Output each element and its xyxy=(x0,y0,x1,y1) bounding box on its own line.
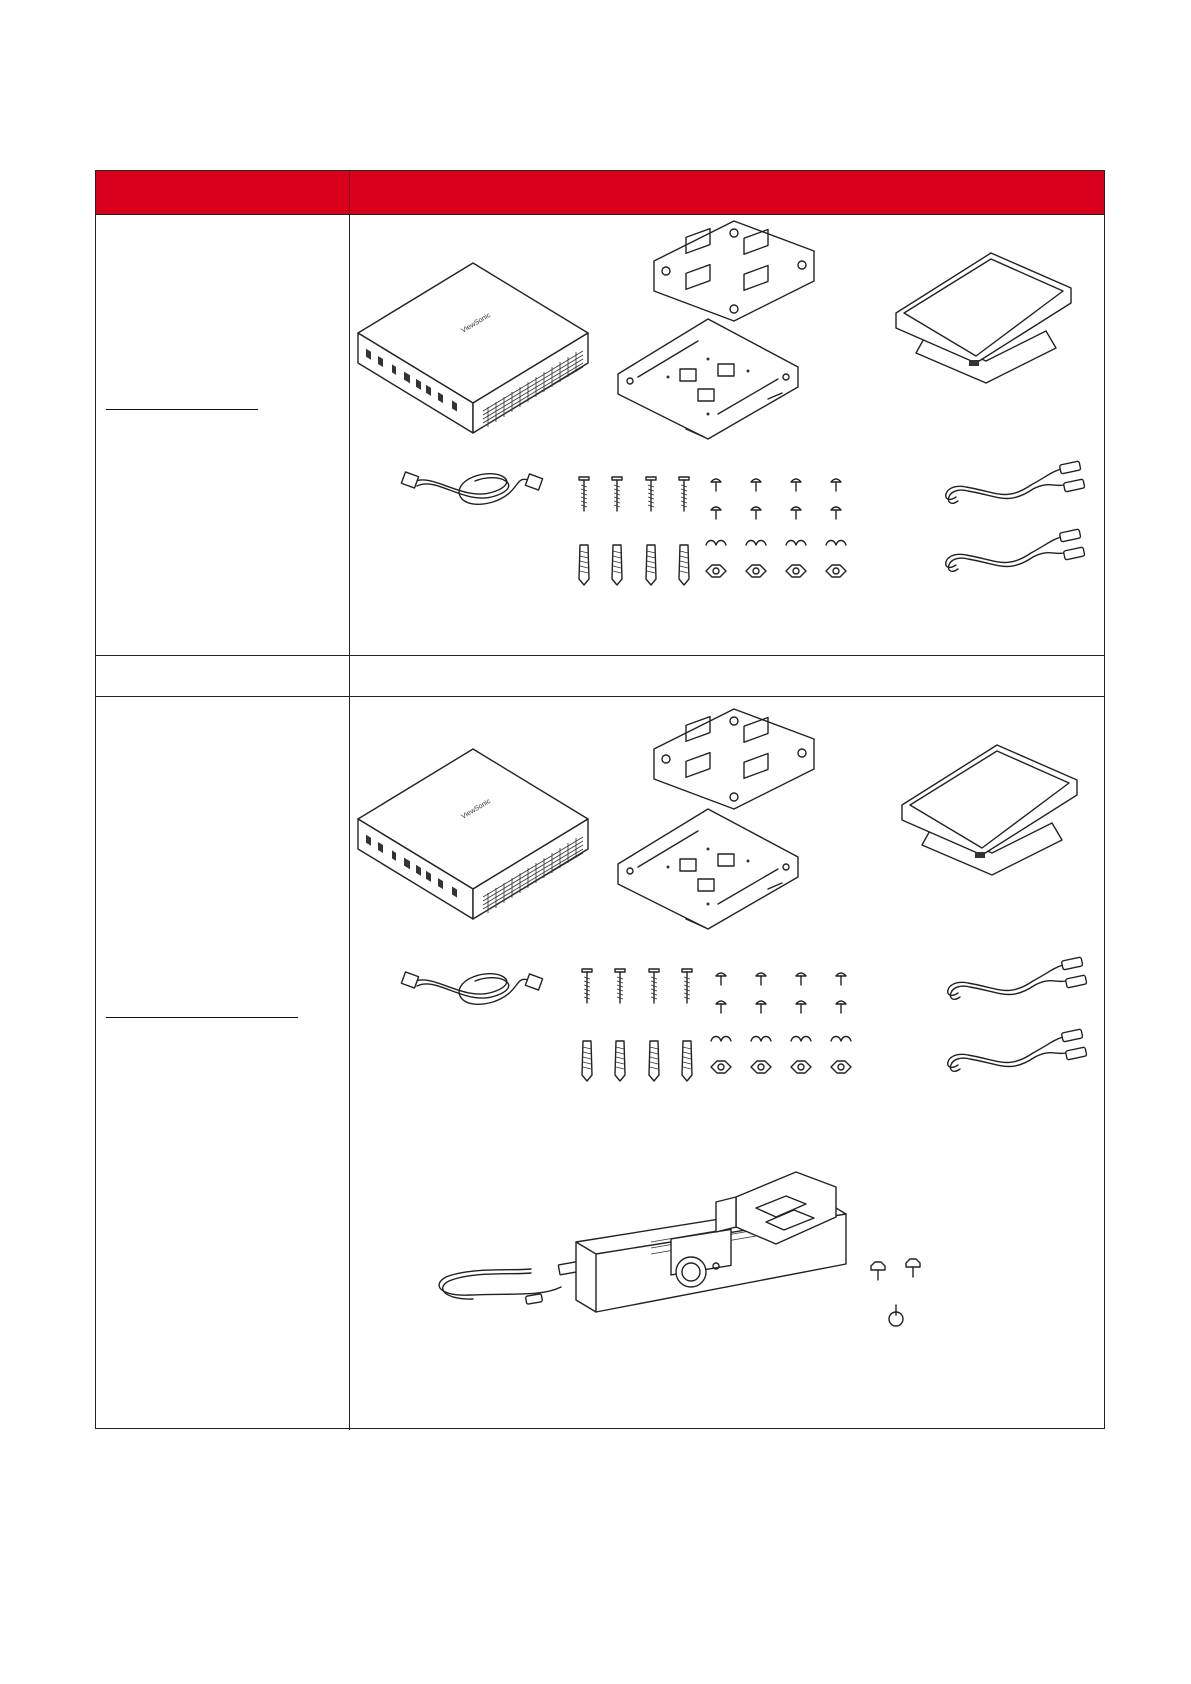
table-row xyxy=(96,215,1104,656)
usb-c-cable xyxy=(946,461,1085,503)
package-contents-illustration xyxy=(96,697,1106,1430)
usb-cable xyxy=(439,1261,582,1304)
hdmi-cable xyxy=(948,1029,1087,1071)
washers xyxy=(706,541,846,546)
nuts xyxy=(706,565,846,577)
touch-controller xyxy=(896,253,1071,383)
mounting-bracket-small xyxy=(654,709,814,809)
hdmi-cable xyxy=(946,529,1085,571)
mini-pc-unit xyxy=(358,263,588,433)
package-contents-illustration xyxy=(96,215,1106,656)
touch-controller xyxy=(902,745,1077,875)
column-divider xyxy=(349,656,350,696)
screws-machine xyxy=(711,479,841,519)
table-header xyxy=(96,171,1104,215)
nuts xyxy=(711,1061,851,1073)
tripod-screw xyxy=(889,1305,903,1326)
anchors xyxy=(582,1041,692,1081)
table-row xyxy=(96,697,1104,1430)
mounting-bracket-large xyxy=(618,809,798,929)
table-row xyxy=(96,656,1104,697)
header-divider xyxy=(349,171,350,214)
mounting-bracket-small xyxy=(654,221,814,321)
washers xyxy=(711,1037,851,1042)
screws-wood xyxy=(582,969,692,1003)
power-cord xyxy=(401,972,542,1004)
screws-wood xyxy=(579,477,689,511)
contents-table xyxy=(95,170,1105,1429)
power-cord xyxy=(401,472,542,504)
anchors xyxy=(579,545,689,585)
screws-machine xyxy=(716,973,846,1013)
thumb-screws xyxy=(871,1259,920,1280)
mounting-bracket-large xyxy=(618,319,798,439)
usb-c-cable xyxy=(948,957,1087,999)
mini-pc-unit xyxy=(358,749,588,919)
